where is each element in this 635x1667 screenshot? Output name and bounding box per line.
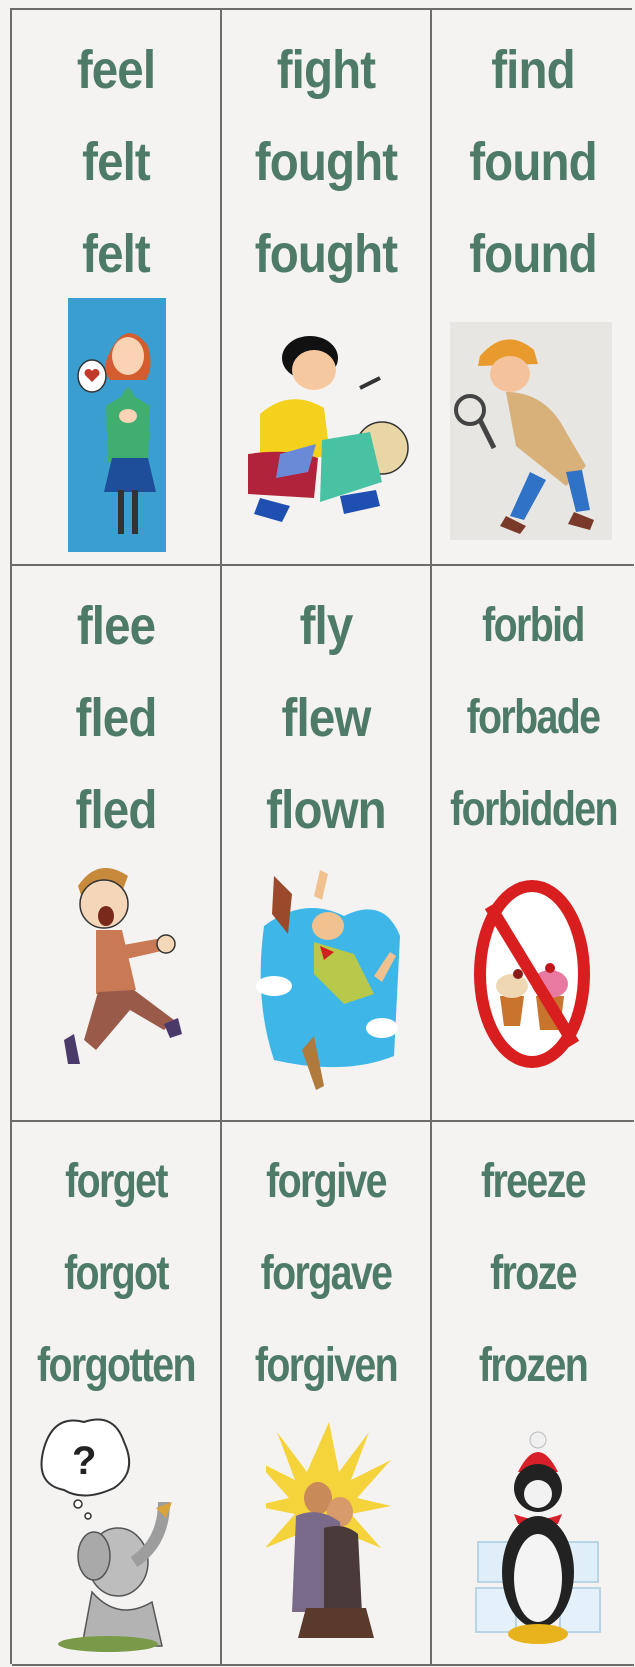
verb-forms xyxy=(432,580,634,856)
verb-card-forgive xyxy=(222,1122,432,1666)
past-form: froze xyxy=(490,1247,576,1300)
past-form: forbade xyxy=(466,691,600,744)
verb-card-forbid xyxy=(432,566,634,1122)
verb-card-forget xyxy=(12,1122,222,1666)
base-form: feel xyxy=(76,40,156,100)
past-form: fought xyxy=(254,132,398,192)
past-form: forgot xyxy=(64,1247,168,1300)
verb-forms xyxy=(432,1136,634,1412)
base-form: find xyxy=(491,40,575,100)
verb-card-feel xyxy=(12,10,222,566)
flying-man-icon xyxy=(254,856,404,1100)
base-form: flee xyxy=(76,596,156,656)
frozen-penguin-icon xyxy=(472,1422,602,1652)
verb-card-fight xyxy=(222,10,432,566)
participle-form: frozen xyxy=(478,1339,588,1392)
detective-magnifier-icon xyxy=(450,322,612,540)
participle-form: forbidden xyxy=(450,783,617,836)
past-form: felt xyxy=(82,132,150,192)
verb-forms xyxy=(12,1136,220,1412)
fighting-boys-icon xyxy=(240,328,414,538)
participle-form: forgotten xyxy=(37,1339,195,1392)
verb-card-flee xyxy=(12,566,222,1122)
participle-form: fought xyxy=(254,224,398,284)
past-form: forgave xyxy=(260,1247,392,1300)
confused-elephant-icon xyxy=(38,1412,188,1654)
past-form: fled xyxy=(75,688,157,748)
verb-card-grid xyxy=(10,8,632,1664)
heart-girl-icon xyxy=(68,298,166,552)
base-form: fly xyxy=(299,596,353,656)
verb-card-freeze xyxy=(432,1122,634,1666)
verb-card-find xyxy=(432,10,634,566)
verb-forms xyxy=(222,24,430,300)
participle-form: felt xyxy=(82,224,150,284)
prohibited-cupcakes-icon xyxy=(472,876,592,1072)
verb-card-fly xyxy=(222,566,432,1122)
past-form: flew xyxy=(281,688,371,748)
verb-forms xyxy=(222,1136,430,1412)
base-form: forbid xyxy=(482,599,584,652)
svg-text:?: ? xyxy=(72,1439,97,1483)
past-form: found xyxy=(469,132,597,192)
embracing-people-icon xyxy=(266,1412,392,1652)
verb-forms xyxy=(222,580,430,856)
verb-forms xyxy=(12,24,220,300)
base-form: fight xyxy=(276,40,376,100)
participle-form: forgiven xyxy=(254,1339,398,1392)
running-boy-icon xyxy=(48,856,188,1100)
participle-form: flown xyxy=(266,780,386,840)
participle-form: found xyxy=(469,224,597,284)
verb-forms xyxy=(12,580,220,856)
base-form: freeze xyxy=(481,1155,585,1208)
verb-forms xyxy=(432,24,634,300)
base-form: forgive xyxy=(266,1155,386,1208)
base-form: forget xyxy=(65,1155,167,1208)
participle-form: fled xyxy=(75,780,157,840)
